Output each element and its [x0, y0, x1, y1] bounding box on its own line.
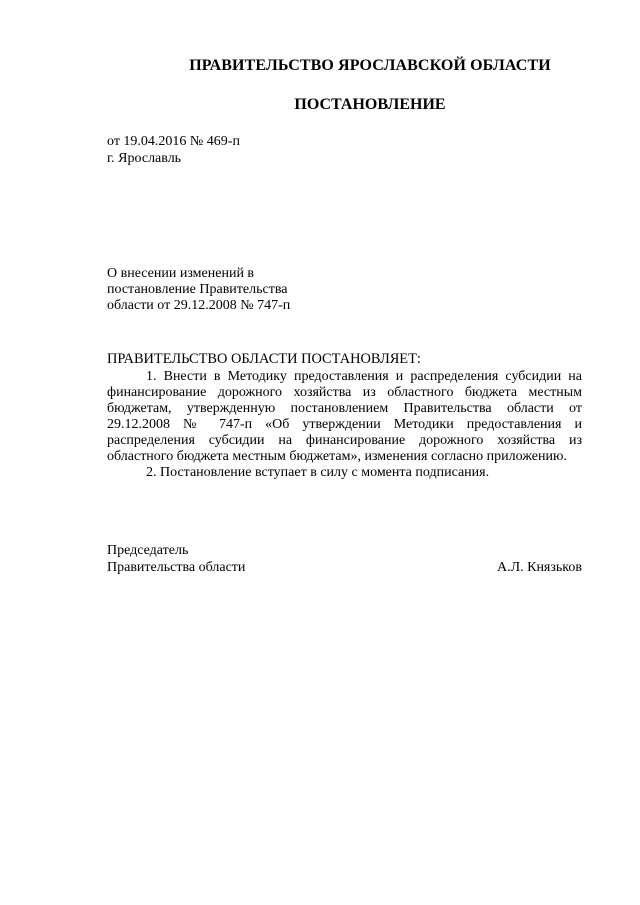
document-subject	[107, 266, 367, 314]
signatory-title-line2: Правительства области	[107, 560, 246, 575]
signatory-title-line1: Председатель	[107, 543, 189, 558]
subject-line: постановление Правительства	[107, 282, 288, 297]
signatory-name: А.Л. Князьков	[497, 560, 582, 575]
signature-block	[107, 542, 582, 576]
document-type-heading: ПОСТАНОВЛЕНИЕ	[294, 96, 446, 113]
city: г. Ярославль	[107, 151, 182, 166]
date-number: от 19.04.2016 № 469-п	[107, 134, 240, 149]
signature-row	[107, 559, 582, 576]
subject-line: О внесении изменений в	[107, 266, 255, 281]
preamble: ПРАВИТЕЛЬСТВО ОБЛАСТИ ПОСТАНОВЛЯЕТ:	[107, 351, 421, 367]
document-body	[107, 369, 582, 481]
organization-heading: ПРАВИТЕЛЬСТВО ЯРОСЛАВСКОЙ ОБЛАСТИ	[189, 57, 551, 74]
document-meta	[107, 133, 240, 167]
subject-line: области от 29.12.2008 № 747-п	[107, 298, 291, 313]
paragraph-1: 1. Внести в Методику предоставления и распределения субсидии на финансирование дорожного хозяйства из областного бюджета местным бюджетам, утвержденную постановлением Правительства области от 29.12.2008 № 747-п «Об утверждении Методики предоставления и распределения субсидии на финансирование дорожного хозяйства из областного бюджета местным бюджетам», изменения согласно приложению.	[107, 369, 582, 464]
paragraph-2: 2. Постановление вступает в силу с момента подписания.	[146, 465, 490, 480]
